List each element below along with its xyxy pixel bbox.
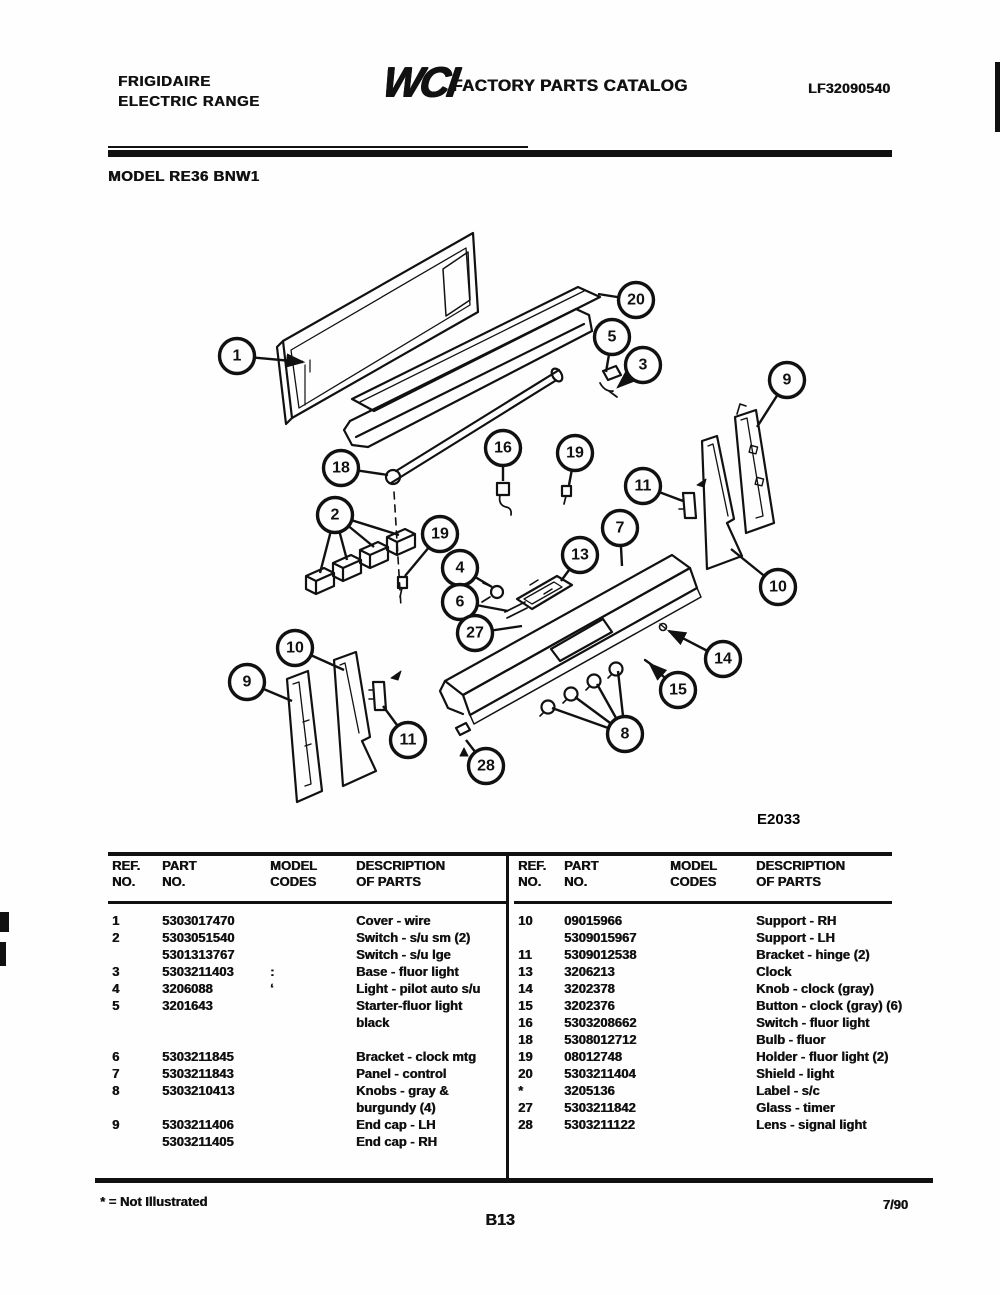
part-end-support-lh [287,671,322,802]
svg-text:13: 13 [571,546,589,564]
part-holder-fluor-left [398,577,407,597]
svg-text:1: 1 [232,347,242,365]
callout-13 [563,538,598,573]
svg-text:10: 10 [769,578,787,596]
table-row: 15 3202376 Button - clock (gray) (6) [518,998,902,1013]
column-header: PART NO. [564,858,599,889]
column-header: MODEL CODES [670,858,717,889]
table-row: black [356,1015,390,1030]
part-shield-light [352,287,600,411]
column-header: REF. NO. [518,858,547,889]
callout-9 [230,665,265,700]
table-divider [506,852,509,1180]
table-row: 19 08012748 Holder - fluor light (2) [518,1049,889,1064]
document-number: LF32090540 [808,80,891,96]
brand-block [118,72,260,112]
callout-14 [706,642,741,677]
part-pilot-light [482,583,503,602]
svg-text:4: 4 [455,559,465,577]
table-row: 5301313767 Switch - s/u lge [162,947,451,962]
svg-text:11: 11 [634,477,652,495]
part-support-lh [702,436,742,569]
part-end-support-rh [334,652,376,786]
table-row: 10 09015966 Support - RH [518,913,837,928]
column-header: MODEL CODES [270,858,317,889]
svg-text:15: 15 [669,681,687,699]
part-clock [517,576,572,609]
table-row: 27 5303211842 Glass - timer [518,1100,835,1115]
table-row: 9 5303211406 End cap - LH [112,1117,436,1132]
table-row: 2 5303051540 Switch - s/u sm (2) [112,930,471,945]
model-number: MODEL RE36 BNW1 [108,168,260,185]
svg-text:11: 11 [399,731,417,749]
callout-16 [486,431,521,466]
scan-artifact [995,62,1000,132]
table-row: 11 5309012538 Bracket - hinge (2) [518,947,870,962]
callout-20 [619,283,654,318]
part-starter [600,366,621,397]
column-header: REF. NO. [112,858,141,889]
table-row: burgundy (4) [356,1100,436,1115]
table-row: 3 5303211403 : Base - fluor light [112,964,459,979]
callout-8 [608,717,643,752]
svg-text:10: 10 [286,639,304,657]
callout-3 [626,348,661,383]
catalog-title: FACTORY PARTS CATALOG [452,76,688,95]
svg-text:8: 8 [620,725,630,743]
svg-text:6: 6 [455,593,465,611]
svg-text:9: 9 [242,673,252,691]
table-row: 13 3206213 Clock [518,964,792,979]
brand-line2: ELECTRIC RANGE [118,93,260,110]
table-bottom-border [95,1178,933,1183]
part-bracket-hinge-right [679,479,706,518]
part-holder-fluor-right [562,486,571,504]
header-rule [108,150,892,157]
callout-7 [603,511,638,546]
table-row: 16 5303208662 Switch - fluor light [518,1015,870,1030]
parts-table-left [112,858,504,1150]
callout-18 [324,451,359,486]
callout-10 [761,570,796,605]
callout-28 [469,749,504,784]
figure-code: E2033 [757,811,801,828]
column-header: DESCRIPTION OF PARTS [356,858,445,889]
table-row: 5303211405 End cap - RH [162,1134,437,1149]
table-row: 6 5303211845 Bracket - clock mtg [112,1049,476,1064]
svg-text:2: 2 [330,506,340,524]
table-top-border [108,852,892,856]
callout-9 [770,363,805,398]
table-header-right [518,858,900,900]
table-rows-right [518,912,900,1133]
callout-15 [661,673,696,708]
svg-text:19: 19 [431,525,449,543]
table-row: 7 5303211843 Panel - control [112,1066,447,1081]
callout-1 [220,339,255,374]
part-lens-signal [456,723,470,756]
table-row: * 3205136 Label - s/c [518,1083,820,1098]
svg-text:18: 18 [332,459,350,477]
not-illustrated-note: * = Not Illustrated [100,1194,208,1209]
table-row: 28 5303211122 Lens - signal light [518,1117,867,1132]
callout-2 [318,498,353,533]
svg-text:5: 5 [607,328,617,346]
callout-11 [391,723,426,758]
callout-circles [220,283,805,784]
table-rows-left [112,912,504,1150]
scan-artifact [0,942,6,966]
svg-text:14: 14 [714,650,732,668]
part-bracket-hinge-left [369,671,401,710]
callout-11 [626,469,661,504]
wci-logo: WCI [379,58,460,105]
table-row: 18 5308012712 Bulb - fluor [518,1032,826,1047]
exploded-parts-diagram [90,200,910,828]
table-row: 5309015967 Support - LH [564,930,835,945]
svg-text:28: 28 [477,757,495,775]
svg-text:20: 20 [627,291,645,309]
column-header: PART NO. [162,858,197,889]
svg-text:9: 9 [782,371,792,389]
callout-19 [423,517,458,552]
callout-10 [278,631,313,666]
table-row: 5 3201643 Starter-fluor light [112,998,463,1013]
revision-date: 7/90 [882,1197,908,1212]
svg-text:3: 3 [638,356,648,374]
callout-4 [443,551,478,586]
brand-line1: FRIGIDAIRE [118,73,211,90]
table-row: 14 3202378 Knob - clock (gray) [518,981,874,996]
table-header-left [112,858,504,900]
table-row: 8 5303210413 Knobs - gray & [112,1083,449,1098]
scan-artifact [0,912,9,932]
column-header: DESCRIPTION OF PARTS [756,858,845,889]
callout-19 [558,436,593,471]
svg-text:16: 16 [494,439,512,457]
page-number: B13 [485,1212,515,1229]
table-row [112,1031,504,1048]
table-row: 4 3206088 ʻ Light - pilot auto s/u [112,981,481,996]
parts-table-right [518,858,900,1133]
svg-text:7: 7 [615,519,625,537]
callout-5 [595,320,630,355]
header-rule-accent [108,146,528,148]
part-cover-wire [277,233,478,424]
callout-27 [458,616,493,651]
svg-text:19: 19 [566,444,584,462]
svg-text:27: 27 [466,624,484,642]
part-switch-fluor [497,483,511,515]
table-row: 1 5303017470 Cover - wire [112,913,431,928]
part-support-rh [735,404,774,533]
table-row: 20 5303211404 Shield - light [518,1066,834,1081]
